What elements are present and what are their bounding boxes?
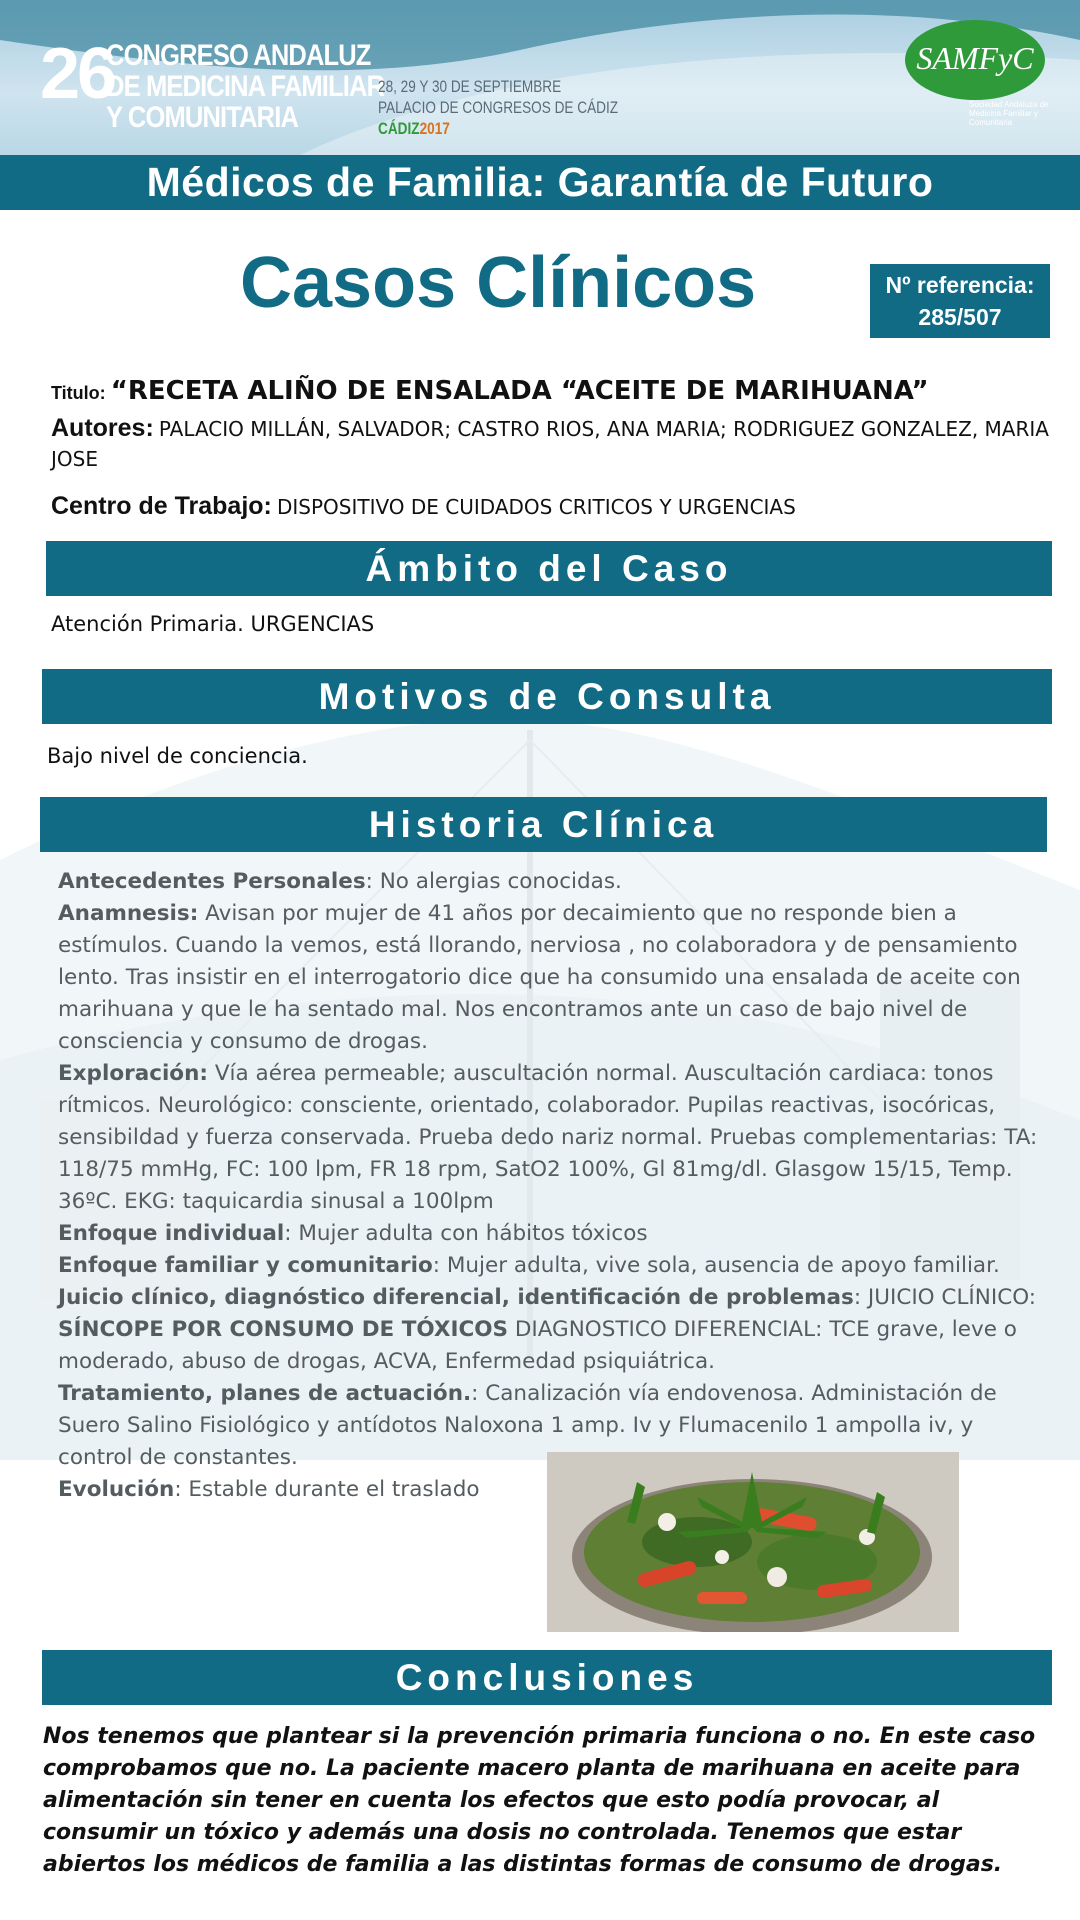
authors-value: PALACIO MILLÁN, SALVADOR; CASTRO RIOS, ANA MARIA; RODRIGUEZ GONZALEZ, MARIA JOSE xyxy=(51,417,1049,471)
history-paragraph xyxy=(58,898,1048,1058)
case-title-row xyxy=(51,376,1051,406)
congress-dates: 28, 29 Y 30 DE SEPTIEMBRE xyxy=(378,77,562,96)
congress-number: 26 xyxy=(40,34,115,114)
congress-title-line: CONGRESO ANDALUZ xyxy=(106,39,371,72)
history-paragraph xyxy=(58,1250,1048,1282)
conclusion-text: Nos tenemos que plantear si la prevención primaria funciona o no. En este caso comprobamos que no. La paciente macero planta de marihuana en aceite para alimentación sin tener en cuenta los efectos que esto podía provocar, al consumir un tóxico y además una dosis no controlada. Tenemos que estar abiertos los médicos de familia a las distintas formas de consumo de drogas. xyxy=(43,1724,1036,1877)
history-paragraph xyxy=(58,866,1048,898)
reference-box xyxy=(870,264,1050,338)
enfoque-individual-label: Enfoque individual xyxy=(58,1221,285,1246)
section-historia-header: Historia Clínica xyxy=(40,797,1047,852)
tratamiento-label: Tratamiento, planes de actuación. xyxy=(58,1381,472,1406)
history-paragraph xyxy=(58,1282,1048,1314)
sincope-label: SÍNCOPE POR CONSUMO DE TÓXICOS xyxy=(58,1317,508,1342)
sincope-text: DIAGNOSTICO DIFERENCIAL: TCE grave, leve o moderado, abuso de drogas, ACVA, Enfermedad psiquiátrica. xyxy=(58,1317,1017,1374)
center-value: DISPOSITIVO DE CUIDADOS CRITICOS Y URGENCIAS xyxy=(276,495,796,519)
antecedentes-text: : No alergias conocidas. xyxy=(365,869,622,894)
congress-city-name: CÁDIZ xyxy=(378,119,420,138)
logo-text: SAMFyC xyxy=(916,40,1034,76)
congress-header xyxy=(0,0,1080,155)
logo-subtitle: Sociedad Andaluza de Medicina Familiar y Comunitaria xyxy=(969,100,1049,127)
center-label: Centro de Trabajo: xyxy=(51,492,272,520)
reference-value: 285/507 xyxy=(918,304,1002,330)
history-paragraph xyxy=(58,1058,1048,1218)
reference-label: Nº referencia: xyxy=(885,272,1035,298)
juicio-text: : JUICIO CLÍNICO: xyxy=(853,1285,1036,1310)
antecedentes-label: Antecedentes Personales xyxy=(58,869,366,894)
clinical-history xyxy=(58,866,1048,1506)
enfoque-familiar-text: : Mujer adulta, vive sola, ausencia de apoyo familiar. xyxy=(432,1253,1000,1278)
congress-title xyxy=(106,39,385,134)
history-paragraph xyxy=(58,1314,1048,1378)
exploracion-text: Vía aérea permeable; auscultación normal. Auscultación cardiaca: tonos rítmicos. Neurológico: consciente, orientado, colaborador. Pupilas reactivas, isocóricas, sensibildad y fuerza conservada. Prueba dedo nariz normal. Pruebas complementarias: TA: 118/75 mmHg, FC: 100 lpm, FR 18 rpm, SatO2 100%, Gl 81mg/dl. Glasgow 15/15, Temp. 36ºC. EKG: taquicardia sinusal a 100lpm xyxy=(58,1061,1038,1214)
salad-illustration xyxy=(547,1452,959,1632)
tratamiento-text: : Canalización vía endovenosa. Administación de Suero Salino Fisiológico y antídotos Naloxona 1 amp. Iv y Flumacenilo 1 ampolla iv, y control de constantes. xyxy=(58,1381,997,1470)
congress-venue: PALACIO DE CONGRESOS DE CÁDIZ xyxy=(378,98,619,117)
anamnesis-label: Anamnesis: xyxy=(58,901,199,926)
authors-row xyxy=(51,414,1051,475)
anamnesis-text: Avisan por mujer de 41 años por decaimiento que no responde bien a estímulos. Cuando la vemos, está llorando, nerviosa , no colaboradora y de pensamiento lento. Tras insistir en el interrogatorio dice que ha consumido una ensalada de aceite con marihuana y que le ha sentado mal. Nos encontramos ante un caso de bajo nivel de consciencia y consumo de drogas. xyxy=(58,901,1021,1054)
title-value: “RECETA ALIÑO DE ENSALADA “ACEITE DE MARIHUANA” xyxy=(110,376,929,406)
section-conclusiones-header: Conclusiones xyxy=(42,1650,1052,1705)
exploracion-label: Exploración: xyxy=(58,1061,208,1086)
history-paragraph xyxy=(58,1218,1048,1250)
juicio-label: Juicio clínico, diagnóstico diferencial, identificación de problemas xyxy=(58,1285,854,1310)
evolucion-label: Evolución xyxy=(58,1477,175,1502)
congress-title-line: Y COMUNITARIA xyxy=(106,101,299,134)
center-row xyxy=(51,492,1051,521)
congress-title-line: DE MEDICINA FAMILIAR xyxy=(106,70,385,103)
title-label: Titulo: xyxy=(51,383,106,403)
ambito-text: Atención Primaria. URGENCIAS xyxy=(51,612,375,636)
enfoque-individual-text: : Mujer adulta con hábitos tóxicos xyxy=(284,1221,648,1246)
motivos-text: Bajo nivel de conciencia. xyxy=(47,744,308,768)
salad-photo xyxy=(547,1452,959,1632)
congress-info xyxy=(378,76,618,139)
congress-year: 2017 xyxy=(419,119,450,138)
enfoque-familiar-label: Enfoque familiar y comunitario xyxy=(58,1253,433,1278)
section-motivos-header: Motivos de Consulta xyxy=(42,669,1052,724)
authors-label: Autores: xyxy=(51,414,154,442)
congress-city xyxy=(378,118,618,139)
samfyc-logo xyxy=(905,20,1049,140)
page-title: Casos Clínicos xyxy=(240,243,757,323)
section-ambito-header: Ámbito del Caso xyxy=(46,541,1052,596)
evolucion-text: : Estable durante el traslado xyxy=(174,1477,480,1502)
banner-slogan: Médicos de Familia: Garantía de Futuro xyxy=(0,155,1080,210)
